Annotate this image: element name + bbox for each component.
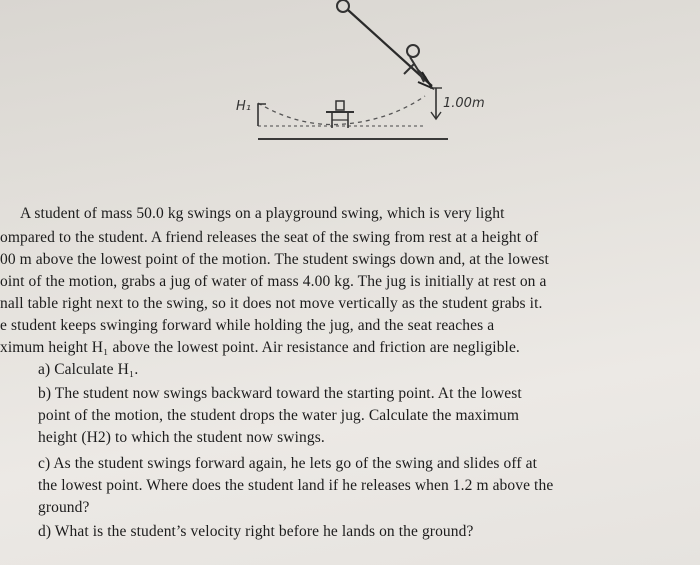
problem-line: A student of mass 50.0 kg swings on a playground swing, which is very light [20, 205, 505, 222]
question-c-line: the lowest point. Where does the student land if he releases when 1.2 m above the [38, 477, 554, 494]
h1-label: H₁ [236, 99, 251, 114]
question-c-line: c) As the student swings forward again, he lets go of the swing and slides off at [38, 455, 537, 472]
question-a: a) Calculate H₁. [38, 361, 139, 378]
h1-bracket [258, 104, 266, 126]
question-b-line: b) The student now swings backward toward the starting point. At the lowest [38, 385, 522, 402]
question-c-line: ground? [38, 499, 90, 516]
problem-line: ximum height H₁ above the lowest point. Air resistance and friction are negligible. [0, 339, 520, 356]
student-head [407, 45, 419, 57]
problem-line: oint of the motion, grabs a jug of water of mass 4.00 kg. The jug is initially at rest on a [0, 273, 547, 290]
question-b-line: height (H2) to which the student now swings. [38, 429, 325, 446]
question-d: d) What is the student’s velocity right before he lands on the ground? [38, 523, 474, 540]
problem-line: 00 m above the lowest point of the motion. The student swings down and, at the lowest [0, 251, 549, 268]
jug [336, 101, 344, 110]
question-b-line: point of the motion, the student drops the water jug. Calculate the maximum [38, 407, 520, 424]
height-label: 1.00m [443, 96, 485, 111]
problem-line: nall table right next to the swing, so it does not move vertically as the student grabs it. [0, 295, 543, 312]
problem-line: ompared to the student. A friend releases the seat of the swing from rest at a height of [0, 229, 539, 246]
swing-diagram [0, 0, 700, 200]
problem-line: e student keeps swinging forward while holding the jug, and the seat reaches a [0, 317, 495, 334]
pivot-point [337, 0, 349, 12]
